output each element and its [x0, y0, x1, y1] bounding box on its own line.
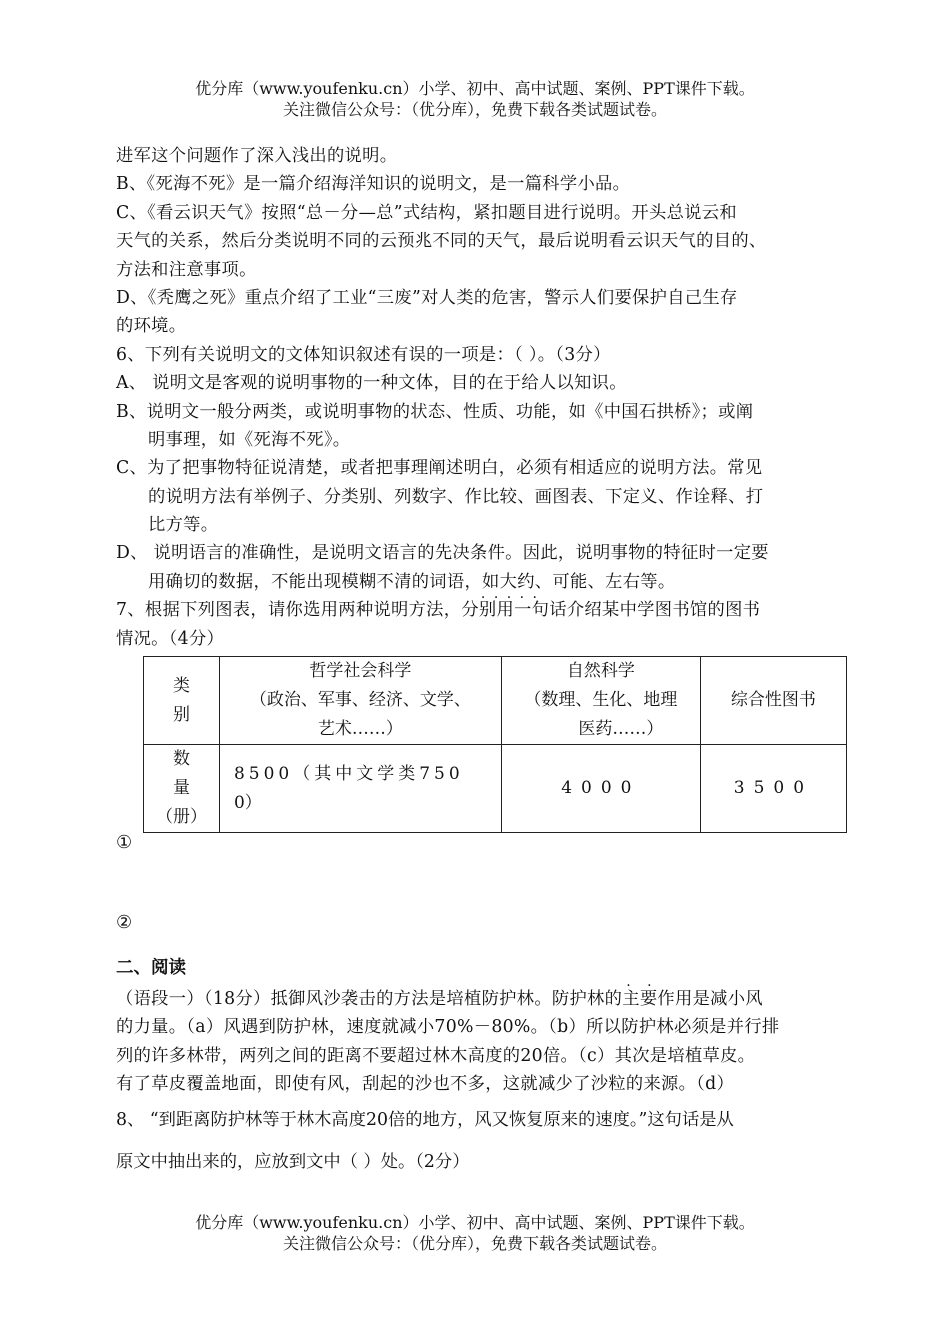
- passage-line: 列的许多林带，两列之间的距离不要超过林木高度的20倍。（c）其次是培植草皮。: [116, 1045, 756, 1066]
- cell-text: 综合性图书: [730, 690, 816, 710]
- cell-text: 类: [172, 675, 190, 696]
- option-c-6: C、为了把事物特征说清楚，或者把事理阐述明白，必须有相适应的说明方法。常见: [116, 458, 763, 479]
- text-line: 用确切的数据，不能出现模糊不清的词语，如大约、可能、左右等。: [148, 571, 676, 592]
- passage-line: 有了草皮覆盖地面，即使有风，刮起的沙也不多，这就减少了沙粒的来源。（d）: [116, 1074, 735, 1095]
- question-6: 6、下列有关说明文的文体知识叙述有误的一项是：（ ）。（3分）: [116, 344, 611, 365]
- library-books-table: [143, 656, 847, 833]
- table-cell-science-count: [501, 745, 700, 833]
- option-c-5: C、《看云识天气》按照“总－分—总”式结构，紧扣题目进行说明。开头总说云和: [116, 202, 737, 223]
- option-b-5: B、《死海不死》是一篇介绍海洋知识的说明文，是一篇科学小品。: [116, 174, 631, 195]
- text-line: 情况。（4分）: [116, 628, 225, 649]
- table-cell-general: [700, 657, 846, 745]
- footer-line-1: 优分库（www.youfenku.cn）小学、初中、高中试题、案例、PPT课件下载。: [195, 1213, 755, 1232]
- table-row: [144, 657, 847, 745]
- cell-text: 数: [172, 749, 190, 769]
- text-line: 的说明方法有举例子、分类别、列数字、作比较、画图表、下定义、作诠释、打: [148, 486, 764, 507]
- q7-emphasis: 别用一句话 · · ·: [479, 596, 567, 624]
- section-heading: 二、阅读: [116, 958, 186, 978]
- cell-text: 别: [172, 704, 190, 725]
- cell-text: 量: [172, 778, 190, 798]
- q8-line-1: 8、 “到距离防护林等于林木高度20倍的地方，风又恢复原来的速度。”这句话是从: [116, 1110, 734, 1130]
- table-row: [144, 745, 847, 833]
- table-cell-natural-science: [501, 657, 700, 745]
- answer-marker-1: ①: [116, 832, 133, 853]
- cell-text: （数理、生化、地理: [524, 690, 678, 710]
- text-line: 方法和注意事项。: [116, 259, 257, 280]
- q7-part-1: 7、根据下列图表，请你选用两种说明方法，分: [116, 600, 479, 621]
- cell-text: 0）: [233, 792, 262, 813]
- table-cell-quantity-label: [144, 745, 220, 833]
- cell-text: 医药……）: [578, 719, 664, 739]
- passage-text: 作用是减小风: [657, 989, 763, 1009]
- cell-text: 艺术……）: [317, 719, 403, 739]
- table-cell-general-count: [700, 745, 846, 833]
- header-line-2: 关注微信公众号：（优分库），免费下载各类试题试卷。: [282, 100, 667, 119]
- footer-line-2: 关注微信公众号：（优分库），免费下载各类试题试卷。: [282, 1234, 667, 1253]
- cell-text: 自然科学: [566, 661, 635, 681]
- option-d-5: D、《秃鹰之死》重点介绍了工业“三废”对人类的危害，警示人们要保护自己生存: [116, 287, 738, 308]
- passage-text: （语段一）（18分）抵御风沙袭击的方法是培植防护林。防护林的: [116, 989, 623, 1009]
- text-line: 进军这个问题作了深入浅出的说明。: [116, 146, 398, 166]
- cell-text: 3500: [733, 778, 814, 798]
- cell-text: 8500（其中文学类750: [233, 763, 464, 784]
- question-7: [116, 596, 846, 624]
- passage-emphasis: 主要 · ·: [622, 985, 657, 1013]
- cell-text: 4000: [561, 778, 641, 798]
- question-text: [116, 142, 846, 653]
- page-footer: [0, 1212, 950, 1254]
- table-cell-category-label: [144, 657, 220, 745]
- header-line-1: 优分库（www.youfenku.cn）小学、初中、高中试题、案例、PPT课件下载。: [195, 79, 755, 98]
- q8-line-2: 原文中抽出来的，应放到文中（ ）处。（2分）: [116, 1152, 470, 1172]
- passage-line: 的力量。（a）风遇到防护林，速度就减小70%－80%。（b）所以防护林必须是并行排: [116, 1017, 780, 1038]
- text-line: 明事理，如《死海不死》。: [148, 429, 351, 450]
- page-header: [0, 78, 950, 120]
- cell-text: 哲学社会科学: [309, 661, 412, 681]
- passage-line: [116, 985, 846, 1013]
- question-8: [116, 1105, 846, 1177]
- option-b-6: B、说明文一般分两类，或说明事物的状态、性质、功能，如《中国石拱桥》；或阐: [116, 401, 754, 422]
- option-d-6: D、 说明语言的准确性，是说明文语言的先决条件。因此，说明事物的特征时一定要: [116, 543, 769, 564]
- option-a-6: A、 说明文是客观的说明事物的一种文体，目的在于给人以知识。: [116, 373, 627, 394]
- cell-text: （政治、军事、经济、文学、: [249, 690, 471, 710]
- text-line: 的环境。: [116, 316, 187, 337]
- text-line: 比方等。: [148, 515, 219, 536]
- reading-passage: [116, 985, 846, 1099]
- table-cell-philosophy-count: [219, 745, 501, 833]
- answer-marker-2: ②: [116, 912, 133, 933]
- table-cell-philosophy: [219, 657, 501, 745]
- cell-text: （册）: [155, 807, 207, 827]
- q7-part-3: 介绍某中学图书馆的图书: [566, 600, 761, 621]
- text-line: 天气的关系，然后分类说明不同的云预兆不同的天气，最后说明看云识天气的目的、: [116, 231, 767, 252]
